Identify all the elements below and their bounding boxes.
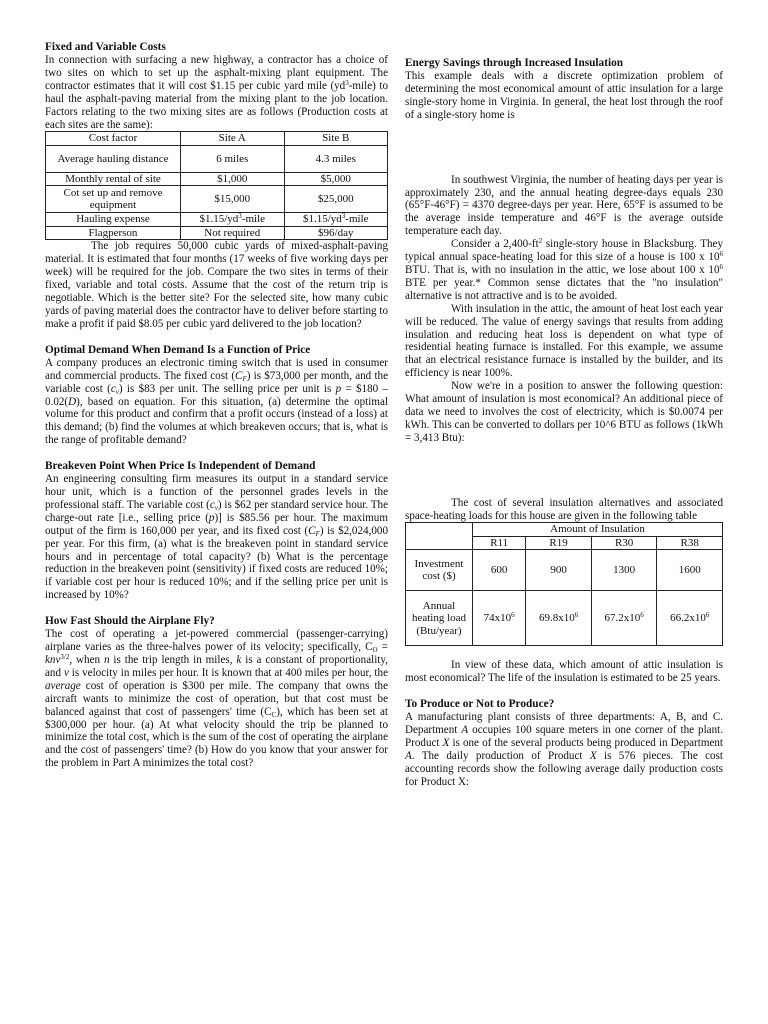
left-column <box>45 41 388 770</box>
table-row: Monthly rental of site $1,000 $5,000 <box>46 172 388 186</box>
fixed-variable-intro: In connection with surfacing a new highway, a contractor has a choice of two sites on which to set up the asphalt-mixing plant equipment. The contractor estimates that it will cost $1.15 per cubic yard mile $(yd^3-mile)$ to haul the asphalt-paving material from the mixing plant to the job location. Factors relating to the two mixing sites are as follows (Production costs at each sites are the same): <box>45 54 388 131</box>
optimal-demand-body: A company produces an electronic timing switch that is used in consumer and commercial products. The fixed cost $(C_F)$ is $73,000 per month, and the variable cost $(c_v)$ is $83 per unit. The selling price per unit is p = $180 – 0.02(D), based on equation. For this situation, (a) determine the optimal volume for this product and confirm that a profit occurs (instead of a loss) at this demand; (b) find the volumes at which breakeven occurs; that is, what is the range of profitable demand? <box>45 356 389 447</box>
energy-p6: In view of these data, which amount of attic insulation is most economical? The life of the insulation is estimated to be 25 years. <box>405 659 723 685</box>
section-title-breakeven: Breakeven Point When Price Is Independent of Demand <box>45 460 316 473</box>
breakeven-body: An engineering consulting firm measures its output in a standard service hour unit, which is a function of the personnel grades levels in the professional staff. The variable cost $(c_v)$ is $62 per standard service hour. The charge-out rate [i.e., selling price (p)] is $85.56 per hour. The maximum output of the firm is 160,000 per year, and its fixed cost $(C_F)$ is $2,024,000 per year. For this firm, (a) what is the breakeven point in standard service hours and in percentage of total capacity? (b) What is the percentage reduction in the breakeven point (sensitivity) if fixed costs are reduced 10%; if variable cost per hour is reduced 10%; and if the selling price per unit is increased by 10%? <box>45 473 388 602</box>
table-row: Annual heating load (Btu/year) $74x10^6$ $69.8x10^6$ $67.2x10^6$ $66.2x10^6$ <box>406 591 723 646</box>
energy-p2: Consider a $2,400-ft^2$ single-story house in Blacksburg. They typical annual space-heating load for this size of a house is 100 x $10^6$ BTU. That is, with no insulation in the attic, we lose about 100 x $10^6$ BTE per year.* Common sense dictates that the "no insulation" alternative is not attractive and is to be avoided. <box>405 237 723 302</box>
fixed-variable-body: The job requires 50,000 cubic yards of mixed-asphalt-paving material. It is estimated that four months (17 weeks of five working days per week) will be required for the job. Compare the two sites in terms of their fixed, variable and total costs. Assume that the cost of the return trip is negotiable. Which is the better site? For the selected site, how many cubic yards of paving material does the contractor have to deliver before starting to make a profit if paid $8.05 per cubic yard delivered to the job location? <box>45 240 388 330</box>
table-header: R38 <box>657 536 723 550</box>
section-title-airplane: How Fast Should the Airplane Fly? <box>45 615 215 628</box>
energy-p4: Now we're in a position to answer the following question: What amount of insulation is most economical? An additional piece of data we need to involves the cost of electricity, which is $0.0074 per kWh. This can be converted to dollars per 10^6 BTU as follows (1kWh = 3,413 Btu): <box>405 380 723 444</box>
table-row: Cot set up and remove equipment $15,000 $25,000 <box>46 186 388 213</box>
table-row: Hauling expense $\$1.15/yd^3$-mile $\$1.15/yd^3$-mile <box>46 213 388 227</box>
section-title-fixed-variable: Fixed and Variable Costs <box>45 41 166 53</box>
energy-p5: The cost of several insulation alternatives and associated space-heating loads for this house are given in the following table <box>405 496 723 522</box>
section-title-energy: Energy Savings through Increased Insulation <box>405 57 624 69</box>
section-title-produce: To Produce or Not to Produce? <box>405 698 555 711</box>
energy-p3: With insulation in the attic, the amount of heat lost each year will be reduced. The value of energy savings that results from adding insulation and reducing heat loss is dependent on what type of residential heating furnace is installed. For this example, we assume that an electrical resistance furnace is installed by the builder, and its efficiency is near 100%. <box>405 302 723 380</box>
table-group-header: Amount of Insulation <box>473 523 723 537</box>
energy-intro: This example deals with a discrete optimization problem of determining the most economical amount of attic insulation for a large single-story home in Virginia. In general, the heat lost through the roof of a single-story home is <box>405 70 723 121</box>
table-header: Site A <box>181 132 285 146</box>
table-row: Investment cost ($) 600 900 1300 1600 <box>406 550 723 591</box>
table-header: Cost factor <box>46 132 181 146</box>
table-header: R19 <box>526 536 592 550</box>
airplane-body: The cost of operating a jet-powered commercial (passenger-carrying) airplane varies as the three-halves power of its velocity; specifically, $C_O = knv^{3/2}$, when n is the trip length in miles, k is a constant of proportionality, and v is velocity in miles per hour. It is known that at 400 miles per hour, the average cost of operation is $300 per mile. The company that owns the aircraft wants to minimize the cost of operation, but that cost must be balanced against that cost of passengers' time $(C_C)$, which has been set at $300,000 per hour. (a) At what velocity should the trip be planned to minimize the total cost, which is the sum of the cost of operating the airplane and the cost of passengers' time? (b) How do you know that your answer for the problem in Part A minimizes the total cost? <box>45 628 389 770</box>
section-title-optimal-demand: Optimal Demand When Demand Is a Function of Price <box>45 343 311 356</box>
insulation-table <box>405 522 723 646</box>
table-header: R11 <box>473 536 526 550</box>
conversion-placeholder <box>405 445 723 497</box>
table-header-row <box>46 132 388 146</box>
site-cost-table <box>45 131 388 240</box>
table-row: Average hauling distance 6 miles 4.3 miles <box>46 145 388 172</box>
formula-placeholder <box>405 122 723 174</box>
energy-p1: In southwest Virginia, the number of heating days per year is approximately 230, and the annual heating degree-days equals 230 (65°F-46°F) = 4370 degree-days per year. Here, 65°F is assumed to be the average inside temperature and 46°F is the average outside temperature each day. <box>405 173 723 238</box>
table-row: Flagperson Not required $96/day <box>46 226 388 240</box>
table-header: Site B <box>284 132 388 146</box>
right-column <box>405 57 723 789</box>
table-header: R30 <box>591 536 657 550</box>
produce-body: A manufacturing plant consists of three departments: A, B, and C. Department A occupies 100 square meters in one corner of the plant. Product X is one of the several products being produced in Department A. The daily production of Product X is 576 pieces. The cost accounting records show the following average daily production costs for Product X: <box>405 711 724 788</box>
